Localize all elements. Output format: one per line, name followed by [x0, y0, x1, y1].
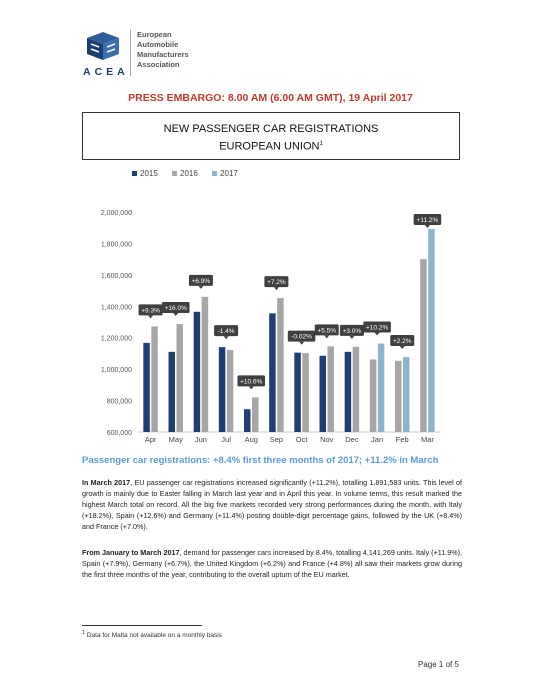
bar-2015-dec: [345, 352, 352, 432]
growth-label-pointer: [198, 286, 203, 289]
legend-item-2016: [172, 169, 198, 178]
org-line: Association: [137, 60, 180, 69]
bar-2016-apr: [151, 326, 158, 432]
paragraph-body: , EU passenger car registrations increased significantly (+11.2%), totalling 1,891,583 units. This level of growth is mainly due to Easter falling in March last year and in April this year. In volume terms, this result marked the highest March total on record. All the big five markets recorded very strong performances during the month, with Italy (+18.2%), Spain (+12.6%) and Germany (+11.4%) posting double-digit percentage gains, followed by the UK (+8.4%) and France (+7.0%).: [82, 478, 463, 531]
bar-2015-may: [169, 352, 176, 432]
growth-label-pointer: [224, 336, 229, 339]
title-footnote-mark: 1: [319, 141, 323, 147]
bar-2017-mar: [428, 229, 435, 432]
growth-label: +11.2%: [416, 217, 439, 224]
legend-label: 2015: [140, 169, 158, 178]
footnote-mark: 1: [82, 630, 86, 636]
x-tick-label: Jan: [371, 435, 384, 444]
bar-2015-aug: [244, 409, 251, 432]
x-tick-label: Jul: [221, 435, 231, 444]
bar-2016-sep: [277, 298, 284, 432]
growth-label-pointer: [148, 315, 153, 318]
bar-2016-jun: [202, 297, 209, 432]
logo-text: ACEA: [83, 66, 129, 78]
growth-label: +5.5%: [317, 327, 337, 335]
x-tick-label: Jun: [194, 435, 207, 444]
legend-label: 2017: [220, 169, 238, 178]
growth-label: +10.2%: [365, 324, 389, 332]
x-tick-label: Dec: [345, 435, 359, 444]
legend-item-2017: [212, 169, 238, 178]
bar-2015-oct: [294, 353, 301, 432]
title-line-2-text: EUROPEAN UNION: [219, 140, 320, 153]
footnote: [82, 630, 222, 639]
x-tick-label: Feb: [395, 435, 409, 444]
bar-2016-feb: [395, 361, 402, 432]
growth-label: +3.0%: [342, 327, 362, 335]
y-tick-label: 2,000,000: [100, 210, 132, 217]
bar-2016-mar: [420, 259, 427, 432]
growth-label: +16.0%: [164, 305, 187, 313]
y-tick-label: 1,000,000: [100, 367, 132, 375]
title-line-1: NEW PASSENGER CAR REGISTRATIONS: [163, 123, 379, 135]
bar-2015-nov: [320, 356, 327, 432]
footnote-text: Data for Malta not available on a monthly basis: [86, 632, 222, 640]
x-tick-label: Mar: [420, 435, 434, 444]
page-number: Page 1 of 5: [418, 660, 459, 669]
growth-label: +7.2%: [267, 279, 286, 287]
org-line: Automobile: [137, 40, 179, 49]
growth-label-pointer: [324, 335, 329, 338]
growth-label: -1.4%: [217, 328, 235, 336]
growth-label-pointer: [249, 386, 254, 389]
bar-2017-feb: [403, 357, 410, 432]
y-tick-label: 1,600,000: [100, 272, 132, 280]
growth-label-pointer: [299, 342, 304, 345]
y-tick-label: 1,200,000: [100, 335, 132, 343]
bar-2016-jul: [227, 350, 234, 432]
legend-swatch: [132, 171, 137, 176]
legend-label: 2016: [180, 169, 198, 178]
paragraph-q1: [82, 547, 462, 580]
footnote-divider: [82, 625, 202, 626]
paragraph-march: [82, 477, 462, 532]
growth-label: +10.6%: [240, 378, 263, 386]
x-tick-label: Sep: [269, 435, 284, 444]
chart-legend: [132, 169, 250, 178]
bar-2016-oct: [302, 353, 309, 432]
y-tick-label: 1,400,000: [100, 304, 132, 312]
growth-label: +2.2%: [392, 338, 412, 346]
growth-label-pointer: [375, 333, 380, 336]
press-embargo: PRESS EMBARGO: 8.00 AM (6.00 AM GMT), 19 April 2017: [128, 92, 413, 104]
org-line: Manufacturers: [137, 50, 189, 59]
org-line: European: [137, 30, 172, 39]
registrations-bar-chart: [82, 200, 447, 448]
paragraph-lead: From January to March 2017: [82, 548, 180, 557]
growth-label-pointer: [400, 346, 405, 349]
bar-2016-jan: [370, 359, 377, 432]
y-tick-label: 600,000: [106, 430, 132, 437]
growth-label-pointer: [349, 336, 354, 339]
y-tick-label: 800,000: [106, 398, 132, 406]
y-tick-label: 1,800,000: [100, 241, 132, 249]
growth-label-pointer: [425, 225, 430, 228]
growth-label-pointer: [173, 313, 178, 316]
bar-2016-may: [177, 324, 184, 432]
bar-2016-aug: [252, 397, 259, 432]
x-tick-label: May: [168, 435, 183, 444]
x-tick-label: Nov: [320, 435, 334, 444]
acea-logo-icon: [83, 30, 123, 64]
paragraph-lead: In March 2017: [82, 478, 131, 487]
bar-2015-sep: [269, 313, 276, 432]
paragraph-body: , demand for passenger cars increased by 8.4%, totalling 4,141,269 units. Italy (+11.9%), Spain (+7.9%), Germany (+6.7%), the United Kingdom (+6.2%) and France (+4.8%) all saw their markets grow during the first three months of the year, contributing to the overall upturn of the EU market.: [82, 548, 463, 579]
bar-2017-jan: [378, 344, 385, 432]
growth-label: +9.3%: [141, 307, 160, 315]
subheading: Passenger car registrations: +8.4% first three months of 2017; +11.2% in March: [82, 455, 439, 466]
bar-2016-dec: [353, 347, 360, 432]
growth-label-pointer: [274, 287, 279, 290]
bar-2016-nov: [328, 346, 335, 432]
growth-label: -0.02%: [291, 333, 312, 341]
title-line-2: [83, 137, 459, 155]
x-tick-label: Apr: [144, 435, 157, 444]
legend-item-2015: [132, 169, 158, 178]
title-box: [82, 112, 460, 160]
bar-2015-jul: [219, 347, 226, 432]
org-name: [137, 30, 189, 70]
bar-2015-apr: [143, 343, 150, 432]
legend-swatch: [212, 171, 217, 176]
growth-label: +6.9%: [191, 277, 211, 285]
legend-swatch: [172, 171, 177, 176]
x-tick-label: Oct: [295, 435, 308, 444]
bar-2015-jun: [194, 312, 201, 432]
logo-divider: [130, 30, 131, 76]
x-tick-label: Aug: [244, 435, 258, 444]
